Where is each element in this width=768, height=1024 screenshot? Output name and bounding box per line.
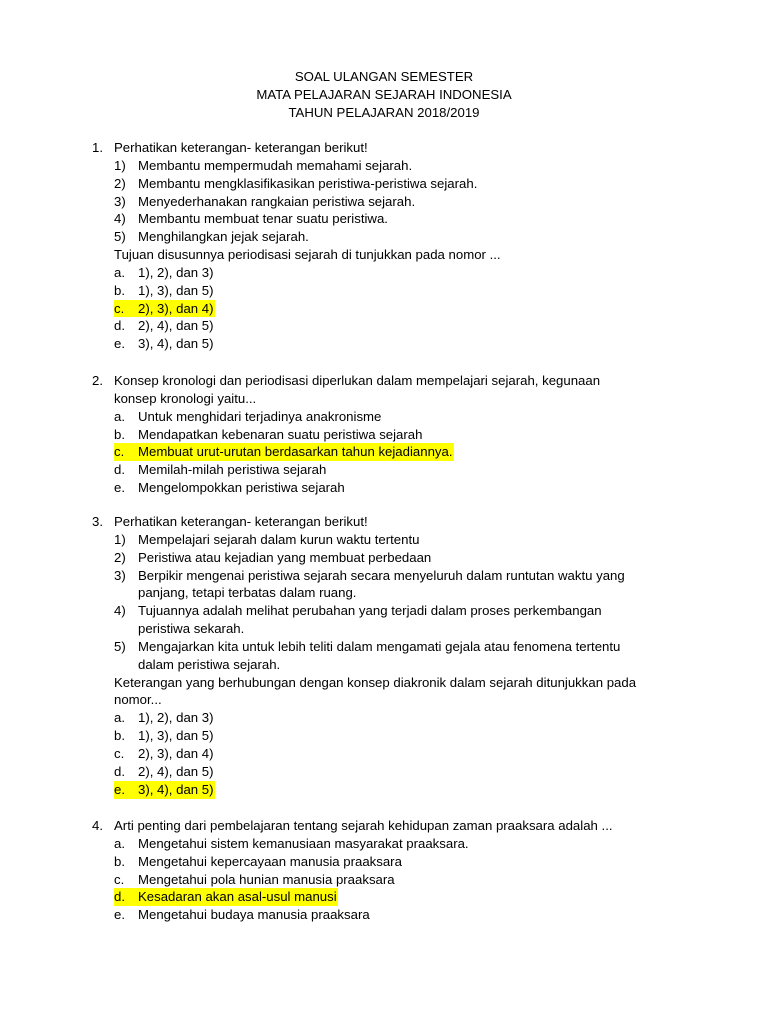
statement-item-continued: dalam peristiwa sejarah. (138, 656, 281, 672)
question-stem: 1. Perhatikan keterangan- keterangan berikut! (92, 140, 368, 155)
question-prompt-continued: nomor... (114, 692, 162, 708)
answer-option-highlighted: d. Kesadaran akan asal-usul manusi (114, 889, 337, 905)
answer-option: b. Mengetahui kepercayaan manusia praaksara (114, 853, 402, 869)
answer-option: b. 1), 3), dan 5) (114, 282, 214, 298)
question-stem: 4. Arti penting dari pembelajaran tentang sejarah kehidupan zaman praaksara adalah ... (92, 818, 613, 833)
answer-option: c. 2), 3), dan 4) (114, 745, 214, 761)
question-1 (92, 139, 692, 353)
statement-item: 3) Berpikir mengenai peristiwa sejarah secara menyeluruh dalam runtutan waktu yang (114, 567, 625, 583)
answer-option: d. 2), 4), dan 5) (114, 763, 214, 779)
statement-item: 1) Membantu mempermudah memahami sejarah. (114, 157, 413, 173)
header-line-3: TAHUN PELAJARAN 2018/2019 (288, 105, 480, 120)
question-prompt: Tujuan disusunnya periodisasi sejarah di tunjukkan pada nomor ... (114, 247, 501, 263)
answer-option-highlighted: c. Membuat urut-urutan berdasarkan tahun kejadiannya. (114, 444, 453, 460)
answer-option: a. 1), 2), dan 3) (114, 710, 214, 726)
answer-option: e. Mengelompokkan peristiwa sejarah (114, 480, 345, 496)
statement-item: 1) Mempelajari sejarah dalam kurun waktu tertentu (114, 531, 420, 547)
statement-item: 3) Menyederhanakan rangkaian peristiwa sejarah. (114, 193, 416, 209)
question-4 (92, 817, 692, 924)
statement-item-continued: peristiwa sekarah. (138, 621, 245, 637)
statement-item: 5) Mengajarkan kita untuk lebih teliti dalam mengamati gejala atau fenomena tertentu (114, 638, 621, 654)
header-line-2: MATA PELAJARAN SEJARAH INDONESIA (256, 87, 512, 102)
answer-option: b. 1), 3), dan 5) (114, 728, 214, 744)
answer-option: e. Mengetahui budaya manusia praaksara (114, 907, 370, 923)
statement-item: 2) Peristiwa atau kejadian yang membuat perbedaan (114, 549, 432, 565)
answer-option: e. 3), 4), dan 5) (114, 336, 214, 352)
answer-option-highlighted: e. 3), 4), dan 5) (114, 781, 214, 797)
answer-option: d. Memilah-milah peristiwa sejarah (114, 462, 327, 478)
document-header (0, 68, 768, 122)
question-stem: 2. Konsep kronologi dan periodisasi diperlukan dalam mempelajari sejarah, kegunaan (92, 373, 601, 388)
answer-option: c. Mengetahui pola hunian manusia praaksara (114, 871, 395, 887)
statement-item: 2) Membantu mengklasifikasikan peristiwa-peristiwa sejarah. (114, 175, 478, 191)
answer-option: d. 2), 4), dan 5) (114, 318, 214, 334)
statement-item: 4) Tujuannya adalah melihat perubahan yang terjadi dalam proses perkembangan (114, 603, 602, 619)
statement-item-continued: panjang, tetapi terbatas dalam ruang. (138, 585, 357, 601)
question-prompt: Keterangan yang berhubungan dengan konsep diakronik dalam sejarah ditunjukkan pada (114, 674, 637, 690)
question-stem: 3. Perhatikan keterangan- keterangan berikut! (92, 514, 368, 529)
answer-option-highlighted: c. 2), 3), dan 4) (114, 300, 214, 316)
statement-item: 4) Membantu membuat tenar suatu peristiwa. (114, 211, 388, 227)
question-2 (92, 372, 692, 497)
answer-option: a. Mengetahui sistem kemanusiaan masyarakat praaksara. (114, 835, 469, 851)
question-stem-continued: konsep kronologi yaitu... (114, 390, 257, 406)
answer-option: a. 1), 2), dan 3) (114, 264, 214, 280)
header-line-1: SOAL ULANGAN SEMESTER (294, 69, 474, 84)
statement-item: 5) Menghilangkan jejak sejarah. (114, 229, 309, 245)
answer-option: b. Mendapatkan kebenaran suatu peristiwa sejarah (114, 426, 423, 442)
question-3 (92, 513, 692, 799)
answer-option: a. Untuk menghidari terjadinya anakronisme (114, 408, 382, 424)
